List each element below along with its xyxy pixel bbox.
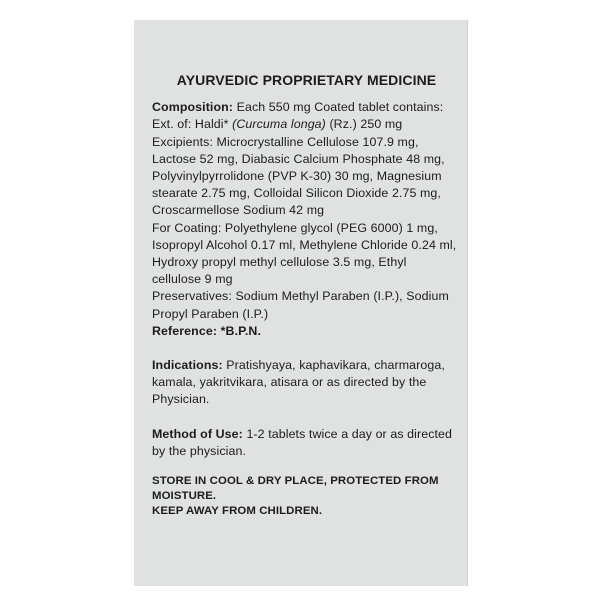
reference-label: Reference:	[152, 323, 218, 338]
indications-label: Indications:	[152, 358, 223, 373]
preservatives-section: Preservatives: Sodium Methyl Paraben (I.P.), Sodium Propyl Paraben (I.P.)	[152, 289, 449, 321]
method-of-use-text: 1-2 tablets twice a day or as directed by the physician.	[152, 426, 453, 458]
composition-section	[152, 99, 457, 116]
label-content	[152, 72, 457, 519]
extract-line	[152, 116, 457, 133]
storage-instruction: STORE IN COOL & DRY PLACE, PROTECTED FROM MOISTURE.	[152, 475, 439, 503]
extract-suffix: (Rz.) 250 mg	[329, 117, 403, 132]
reference-section	[152, 323, 457, 340]
coating-section: For Coating: Polyethylene glycol (PEG 6000) 1 mg, Isopropyl Alcohol 0.17 ml, Methylene Chloride 0.24 ml, Hydroxy propyl methyl cellulose 3.5 mg, Ethyl cellulose 9 mg	[152, 220, 457, 287]
extract-prefix: Ext. of: Haldi*	[152, 117, 229, 132]
reference-text: *B.P.N.	[220, 323, 262, 338]
indications-text: Pratishyaya, kaphavikara, charmaroga, kamala, yakritvikara, atisara or as directed by the Physician.	[152, 358, 445, 407]
label-heading: AYURVEDIC PROPRIETARY MEDICINE	[176, 72, 437, 88]
extract-botanical-name: (Curcuma longa)	[232, 117, 326, 132]
method-of-use-label: Method of Use:	[152, 426, 243, 441]
method-of-use-section	[152, 426, 457, 460]
composition-text: Each 550 mg Coated tablet contains:	[236, 100, 444, 115]
composition-label: Composition:	[152, 100, 234, 115]
excipients-section: Excipients: Microcrystalline Cellulose 107.9 mg, Lactose 52 mg, Diabasic Calcium Phosphate 48 mg, Polyvinylpyrrolidone (PVP K-30) 30 mg, Magnesium stearate 2.75 mg, Colloidal Silicon Dioxide 2.75 mg, Croscarmellose Sodium 42 mg	[152, 134, 445, 218]
indications-section	[152, 357, 457, 409]
child-warning: KEEP AWAY FROM CHILDREN.	[152, 505, 323, 518]
